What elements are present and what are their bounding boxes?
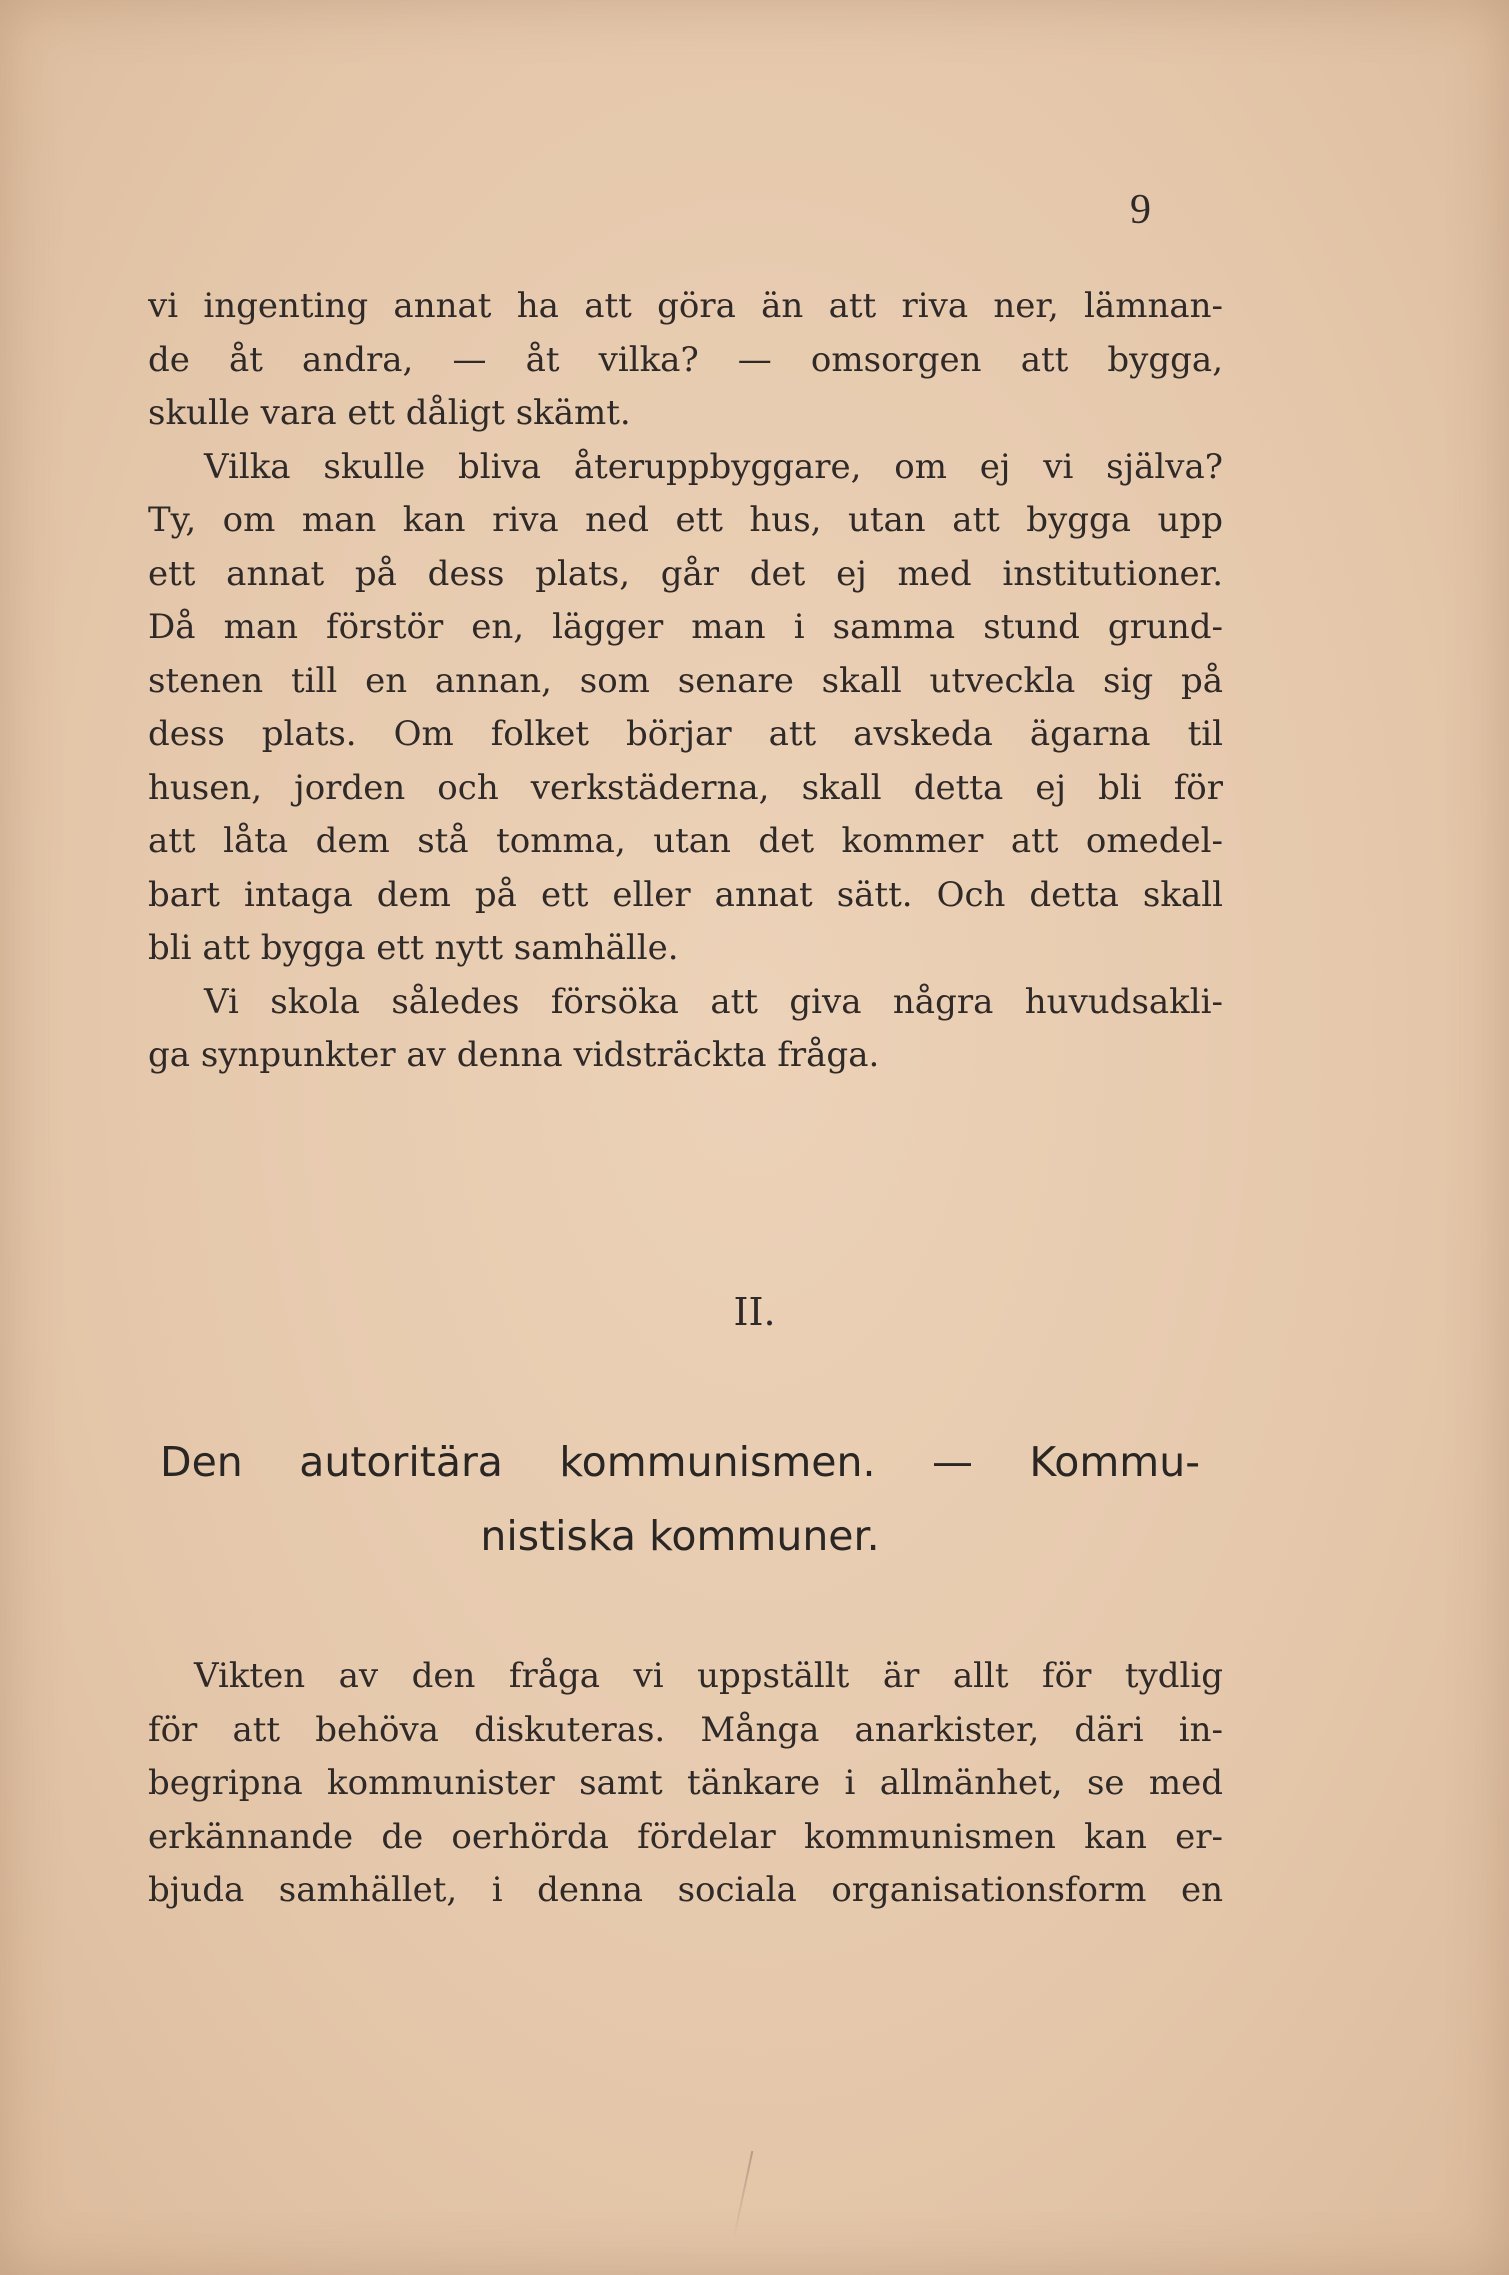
text-line: bart intaga dem på ett eller annat sätt. Och detta skall	[148, 874, 1223, 915]
text-line: de åt andra, — åt vilka? — omsorgen att bygga,	[148, 339, 1223, 380]
text-line: dess plats. Om folket börjar att avskeda ägarna til	[148, 714, 1223, 754]
text-line: Vilka skulle bliva återuppbyggare, om ej vi själva?	[204, 446, 1223, 487]
text-line: skulle vara ett dåligt skämt.	[148, 393, 631, 433]
text-line: husen, jorden och verkstäderna, skall detta ej bli för	[148, 767, 1223, 808]
text-line: ett annat på dess plats, går det ej med institutioner.	[148, 553, 1223, 594]
text-line: ga synpunkter av denna vidsträckta fråga.	[148, 1035, 880, 1075]
text-line: bjuda samhället, i denna sociala organisationsform en	[148, 1870, 1223, 1910]
text-line: för att behöva diskuteras. Många anarkister, däri in-	[148, 1709, 1223, 1750]
text-line: Ty, om man kan riva ned ett hus, utan att bygga upp	[148, 500, 1223, 540]
section-title-line: nistiska kommuner.	[480, 1512, 880, 1560]
section-title	[160, 1425, 1200, 1573]
text-line: bli att bygga ett nytt samhälle.	[148, 928, 679, 968]
top-text-block	[148, 280, 1223, 1083]
text-line: Då man förstör en, lägger man i samma stund grund-	[148, 607, 1223, 647]
text-line: Vi skola således försöka att giva några huvudsakli-	[204, 981, 1223, 1022]
text-line: Vikten av den fråga vi uppställt är allt för tydlig	[194, 1656, 1223, 1696]
text-line: stenen till en annan, som senare skall utveckla sig på	[148, 660, 1223, 701]
text-line: erkännande de oerhörda fördelar kommunismen kan er-	[148, 1816, 1223, 1857]
section-number: II.	[733, 1290, 776, 1334]
text-line: att låta dem stå tomma, utan det kommer att omedel-	[148, 821, 1223, 861]
section-title-line: Den autoritära kommunismen. — Kommu-	[160, 1438, 1200, 1486]
text-line: vi ingenting annat ha att göra än att riva ner, lämnan-	[148, 286, 1223, 326]
text-line: begripna kommunister samt tänkare i allmänhet, se med	[148, 1763, 1223, 1803]
paper-crease	[733, 2151, 754, 2239]
page-number: 9	[1130, 187, 1151, 233]
bottom-text-block	[148, 1650, 1223, 1918]
